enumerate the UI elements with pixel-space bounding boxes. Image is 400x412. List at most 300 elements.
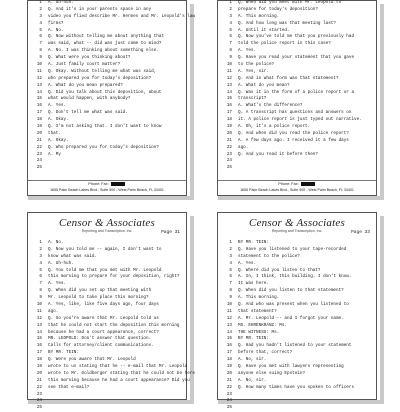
page-frame	[27, 0, 195, 196]
page-number: Page 31	[161, 230, 180, 235]
transcript-line	[218, 165, 376, 172]
transcript-line	[218, 350, 376, 357]
line-text: who prepared you for today's deposition?	[48, 75, 152, 81]
transcript-line	[28, 392, 186, 399]
transcript-line	[28, 152, 186, 159]
company-logo: Censor & Associates	[59, 217, 155, 229]
line-text: wrote to Mr. Goldberger stating that he could not be here	[48, 370, 195, 376]
line-text: THE WITNESS: Ms.	[238, 329, 280, 335]
line-number: 17	[36, 110, 42, 116]
transcript-line	[218, 145, 376, 152]
line-number: 10	[226, 302, 232, 308]
line-number: 5	[229, 27, 232, 33]
transcript-line	[218, 295, 376, 302]
line-text: Q. Where did you listen to that?	[238, 267, 321, 273]
line-number: 3	[39, 253, 42, 259]
page-number: Page 33	[351, 230, 370, 235]
transcript-line	[28, 131, 186, 138]
transcript-line	[28, 254, 186, 261]
line-number: 24	[226, 158, 232, 164]
line-number: 20	[226, 130, 232, 136]
line-text: Q. And when did you read the police report?	[238, 130, 349, 136]
line-number: 23	[226, 391, 232, 397]
line-text: A. No, sir.	[238, 357, 267, 363]
transcript-line	[218, 96, 376, 103]
transcript-line	[28, 370, 195, 378]
transcript-line	[28, 316, 186, 323]
line-number: 10	[36, 62, 42, 68]
line-text: see that e-mail?	[48, 384, 90, 390]
line-text: A. In, I think, this building. I don't know.	[238, 274, 352, 280]
transcript-line	[28, 117, 186, 124]
line-text: to the police?	[238, 62, 275, 68]
line-text: Q. And who was present when you listened to	[238, 302, 349, 308]
line-text: MS. EHRENKRANZ: Ms.	[238, 322, 287, 328]
line-text: Calls for attorney/client communications.	[48, 343, 154, 349]
line-number: 23	[226, 151, 232, 157]
line-number: 13	[36, 82, 42, 88]
transcript-line	[218, 274, 376, 281]
line-text: Q. When did you listen to that statement?	[238, 288, 344, 294]
transcript-lines	[218, 0, 376, 172]
line-number: 10	[226, 62, 232, 68]
transcript-line	[28, 336, 186, 343]
transcript-line	[218, 41, 376, 48]
page-frame	[217, 212, 377, 411]
transcript-line	[218, 131, 376, 138]
transcript-line	[28, 83, 186, 90]
line-text: Q. Now you told me -- again, I don't want to	[48, 246, 162, 252]
transcript-line	[218, 261, 376, 268]
line-number: 22	[36, 144, 42, 150]
transcript-line	[218, 288, 376, 295]
line-number: 19	[226, 124, 232, 130]
transcript-line	[28, 281, 186, 288]
transcript-line	[218, 254, 376, 261]
line-number: 20	[36, 370, 42, 376]
transcript-line	[218, 138, 376, 145]
page-frame	[27, 212, 195, 411]
line-text: prepare for today's deposition?	[238, 6, 318, 12]
transcript-line	[28, 138, 186, 145]
transcript-line	[28, 247, 186, 254]
line-number: 20	[36, 130, 42, 136]
line-text: Q. Now without telling me about anything that	[48, 34, 165, 40]
transcript-line	[218, 14, 376, 21]
transcript-line	[28, 28, 186, 35]
transcript-line	[218, 364, 376, 371]
line-number: 12	[36, 315, 42, 321]
line-text: Mr. Leopold to take place this morning?	[48, 295, 149, 301]
transcript-line	[28, 110, 186, 117]
line-number: 12	[36, 75, 42, 81]
line-number: 4	[39, 20, 42, 26]
line-text: A. My	[48, 151, 61, 157]
transcript-line	[28, 124, 186, 131]
transcript-line	[28, 165, 186, 172]
line-number: 14	[36, 89, 42, 95]
line-text: A. Yes, sir.	[238, 68, 269, 74]
line-number: 9	[229, 55, 232, 61]
line-number: 5	[229, 267, 232, 273]
line-number: 19	[226, 364, 232, 370]
redaction-bar	[301, 182, 315, 186]
line-number: 7	[229, 281, 232, 287]
line-text: Q. Have you met with lawyers representing	[238, 364, 344, 370]
line-number: 21	[226, 377, 232, 383]
line-text: Q. Now you've told me that you previously had	[238, 34, 355, 40]
line-number: 16	[36, 343, 42, 349]
line-number: 12	[226, 75, 232, 81]
line-text: statement to the police?	[238, 253, 300, 259]
transcript-line	[218, 7, 376, 14]
transcript-line	[218, 55, 376, 62]
line-text: that statement?	[238, 308, 277, 314]
line-text: A. No, sir.	[238, 377, 267, 383]
transcript-line	[28, 96, 186, 103]
line-number: 7	[229, 41, 232, 47]
line-number: 21	[226, 137, 232, 143]
transcript-line	[28, 0, 186, 7]
transcript-line	[218, 28, 376, 35]
transcript-line	[28, 377, 190, 385]
line-text: A. A few days ago. I received it a few days	[238, 137, 349, 143]
transcript-line	[28, 76, 186, 83]
page-footer	[218, 180, 376, 195]
line-text: It was here.	[238, 281, 269, 287]
line-number: 24	[36, 158, 42, 164]
transcript-line	[28, 145, 186, 152]
transcript-line	[218, 240, 376, 247]
transcript-line	[218, 302, 376, 309]
line-text: Q. Did you talk about this deposition, about	[48, 89, 162, 95]
line-number: 15	[226, 96, 232, 102]
transcript-line	[218, 110, 376, 117]
transcript-line	[218, 90, 376, 97]
line-number: 7	[39, 41, 42, 47]
line-text: Q. And it's in your parents space in any	[48, 6, 152, 12]
page-header	[218, 213, 376, 238]
page-frame	[217, 0, 377, 196]
line-number: 23	[36, 151, 42, 157]
line-number: 9	[39, 55, 42, 61]
line-text: Q. Were you aware that Mr. Leopold	[48, 357, 136, 363]
line-text: Q. And in what form was that statement?	[238, 75, 339, 81]
transcript-line	[28, 34, 186, 41]
line-number: 23	[36, 391, 42, 397]
line-number: 11	[226, 308, 232, 314]
line-text: BY MR. TEIN:	[48, 350, 79, 356]
footer-contact: Phone: Fax:	[28, 182, 186, 186]
line-number: 19	[36, 124, 42, 130]
transcript-line	[28, 295, 186, 302]
line-text: told the police report in this case?	[238, 41, 331, 47]
line-text: Q. Was it in the form of a police report or a	[238, 89, 355, 95]
line-number: 17	[226, 110, 232, 116]
transcript-line	[28, 323, 186, 330]
transcript-line	[28, 364, 186, 371]
line-text: Q. How many times have you spoken to officers	[238, 384, 355, 390]
transcript-line	[218, 385, 376, 392]
line-text: A. Oh, it's a police report.	[238, 124, 311, 130]
line-number: 14	[36, 329, 42, 335]
transcript-line	[218, 158, 376, 165]
transcript-line	[218, 247, 376, 254]
line-number: 6	[229, 274, 232, 280]
line-text: video you flied describe Mr. Hermes and Mr. Leopold's law	[48, 13, 195, 19]
line-text: wrote to us stating that he -- e-mail that Mr. Leopold	[48, 364, 188, 370]
transcript-line	[218, 21, 376, 28]
line-text: know what was said.	[48, 253, 97, 259]
line-number: 16	[226, 343, 232, 349]
transcript-line	[218, 316, 376, 323]
line-number: 11	[36, 308, 42, 314]
line-number: 25	[226, 405, 232, 411]
transcript-line	[218, 357, 376, 364]
transcript-line	[28, 261, 186, 268]
transcript-line	[28, 405, 186, 412]
redaction-bar	[111, 182, 125, 186]
line-number: 13	[226, 322, 232, 328]
line-number: 3	[229, 253, 232, 259]
line-number: 24	[36, 398, 42, 404]
line-number: 22	[226, 384, 232, 390]
line-number: 8	[229, 48, 232, 54]
transcript-line	[218, 323, 376, 330]
line-number: 21	[36, 137, 42, 143]
line-text: transcript?	[238, 96, 267, 102]
line-number: 22	[226, 144, 232, 150]
line-text: A. Yes, like, like five days ago, four days	[48, 302, 159, 308]
line-text: Q. A transcript has questions and answers on	[238, 110, 352, 116]
transcript-line	[28, 268, 186, 275]
transcript-line	[28, 309, 186, 316]
line-text: A. No. I was thinking about something else.	[48, 48, 159, 54]
line-text: A. Mr. Leopold -- and I forgot your name.	[238, 315, 344, 321]
line-text: it. A police report is just typed out narrative.	[238, 117, 362, 123]
line-number: 22	[36, 384, 42, 390]
line-number: 2	[39, 246, 42, 252]
line-number: 9	[39, 295, 42, 301]
line-text: Q. Don't tell me what was said.	[48, 110, 128, 116]
line-text: A. No.	[48, 27, 64, 33]
transcript-line	[218, 343, 376, 350]
line-text: MR. LEOPOLD: Don't answer that question.	[48, 336, 152, 342]
line-number: 13	[226, 82, 232, 88]
transcript-line	[28, 288, 186, 295]
line-text: A. Yes.	[48, 281, 67, 287]
line-text: ago.	[238, 144, 249, 150]
transcript-line	[28, 240, 186, 247]
line-number: 8	[39, 48, 42, 54]
line-number: 5	[39, 267, 42, 273]
line-text: Q. And how long was that meeting last?	[238, 20, 336, 26]
company-logo: Censor & Associates	[249, 217, 345, 229]
transcript-line	[28, 343, 186, 350]
line-number: 25	[36, 165, 42, 171]
transcript-line	[218, 405, 376, 412]
line-text: Q. Okay. Without telling me what was said,	[48, 68, 157, 74]
transcript-line	[28, 274, 186, 281]
line-text: that he could not start the deposition this morning	[48, 322, 180, 328]
line-text: Q. Have you read your statement that you gave	[238, 55, 355, 61]
footer-address: 1655 Palm Beach Lakes Blvd., Suite 900 - West Palm Beach, FL 33401	[240, 188, 354, 192]
line-text: because he had a court appearance, correct?	[48, 329, 159, 335]
transcript-line	[218, 83, 376, 90]
transcript-line	[28, 158, 186, 165]
transcript-page	[214, 0, 380, 196]
line-text: A. Just family court matter?	[48, 62, 121, 68]
line-text: A. Yes.	[238, 260, 257, 266]
line-number: 5	[39, 27, 42, 33]
line-text: this morning because he had a court appearance? Did you	[48, 377, 190, 383]
line-text: A. Yes.	[48, 103, 67, 109]
line-text: Q. Who prepared you for today's deposition?	[48, 144, 159, 150]
line-text: A. Uh-huh.	[48, 0, 74, 5]
line-number: 10	[36, 302, 42, 308]
line-number: 9	[229, 295, 232, 301]
line-number: 3	[229, 13, 232, 19]
transcript-line	[218, 309, 376, 316]
line-text: Q. You told me that you met with Mr. Leopold	[48, 267, 162, 273]
transcript-line	[28, 13, 195, 21]
company-tagline: Reporting and Transcription, Inc.	[81, 229, 133, 233]
transcript-line	[218, 152, 376, 159]
line-number: 14	[226, 329, 232, 335]
line-text: A. Okay.	[48, 117, 69, 123]
line-text: BY MR. TEIN:	[238, 240, 269, 245]
transcript-line	[28, 385, 186, 392]
transcript-line	[218, 0, 376, 7]
line-number: 1	[229, 0, 232, 5]
transcript-line	[218, 48, 376, 55]
transcript-line	[28, 398, 186, 405]
line-text: what would happen, with anybody?	[48, 96, 131, 102]
line-text: A. This morning.	[238, 295, 280, 301]
transcript-line	[28, 103, 186, 110]
line-text: A. What's the difference?	[238, 103, 303, 109]
line-number: 11	[226, 68, 232, 74]
line-number: 4	[39, 260, 42, 266]
line-text: A. What do you mean?	[238, 82, 290, 88]
footer-address: 1655 Palm Beach Lakes Blvd., Suite 900 - West Palm Beach, FL 33401	[50, 188, 164, 192]
page-header	[28, 213, 186, 238]
line-text: ago.	[48, 308, 59, 314]
line-number: 2	[229, 6, 232, 12]
line-number: 24	[226, 398, 232, 404]
line-text: A. No.	[48, 240, 64, 245]
line-number: 18	[36, 357, 42, 363]
transcript-line	[28, 302, 186, 309]
line-number: 15	[36, 336, 42, 342]
line-number: 13	[36, 322, 42, 328]
page-footer	[28, 180, 186, 195]
line-text: Q. So you're aware that Mr. Leopold told us	[48, 315, 159, 321]
line-number: 7	[39, 281, 42, 287]
line-number: 2	[229, 246, 232, 252]
line-number: 4	[229, 260, 232, 266]
line-number: 17	[226, 350, 232, 356]
transcript-line	[28, 21, 186, 28]
line-number: 25	[36, 405, 42, 411]
line-text: Q. I'm not asking that. I don't want to know	[48, 124, 162, 130]
transcript-line	[28, 7, 186, 14]
transcript-line	[218, 371, 376, 378]
line-number: 8	[39, 288, 42, 294]
transcript-line	[218, 34, 376, 41]
line-number: 8	[229, 288, 232, 294]
transcript-lines	[28, 240, 195, 412]
footer-contact: Phone: Fax:	[218, 182, 376, 186]
line-text: A. This morning.	[238, 13, 280, 19]
transcript-line	[28, 330, 186, 337]
line-number: 11	[36, 68, 42, 74]
line-text: anyone else suing Epstein?	[238, 370, 306, 376]
line-text: firms?	[48, 20, 64, 26]
transcript-line	[218, 378, 376, 385]
line-text: that.	[48, 130, 61, 136]
transcript-line	[28, 48, 186, 55]
transcript-line	[218, 124, 376, 131]
transcript-line	[218, 103, 376, 110]
line-number: 12	[226, 315, 232, 321]
transcript-line	[218, 117, 376, 124]
line-number: 2	[39, 6, 42, 12]
line-text: before that, correct?	[238, 350, 293, 356]
line-number: 20	[226, 370, 232, 376]
transcript-line	[218, 398, 376, 405]
transcript-line	[28, 55, 186, 62]
line-number: 21	[36, 377, 42, 383]
line-text: Q. When did you meet with Mr. Leopold to	[238, 0, 342, 5]
line-text: A. Yes.	[238, 48, 257, 54]
transcript-line	[28, 90, 186, 97]
line-number: 6	[39, 34, 42, 40]
transcript-page	[24, 0, 195, 196]
transcript-lines	[218, 240, 376, 412]
line-text: this morning to prepare for your deposition, right?	[48, 274, 180, 280]
line-text: was said, what -- did was just came to mind?	[48, 41, 162, 47]
line-text: Q. Had you hadn't listened to your statement	[238, 343, 352, 349]
line-text: Q. And you read it before then?	[238, 151, 318, 157]
transcript-line	[28, 41, 186, 48]
transcript-line	[28, 69, 186, 76]
line-number: 18	[226, 117, 232, 123]
transcript-line	[218, 281, 376, 288]
transcript-line	[28, 357, 186, 364]
transcript-line	[218, 392, 376, 399]
line-number: 25	[226, 165, 232, 171]
transcript-line	[218, 62, 376, 69]
line-number: 4	[229, 20, 232, 26]
line-number: 16	[226, 103, 232, 109]
line-number: 18	[36, 117, 42, 123]
line-text: Q. Have you listened to your tape-recorded	[238, 246, 347, 252]
line-text: Q. What were you thinking about?	[48, 55, 131, 61]
transcript-line	[28, 62, 186, 69]
line-number: 6	[229, 34, 232, 40]
transcript-lines	[28, 0, 195, 172]
transcript-line	[218, 330, 376, 337]
transcript-line	[28, 350, 186, 357]
company-tagline: Reporting and Transcription, Inc.	[271, 229, 323, 233]
line-number: 19	[36, 364, 42, 370]
transcript-page	[214, 212, 380, 411]
transcript-line	[218, 69, 376, 76]
line-text: A. Uh-huh.	[48, 260, 74, 266]
line-number: 17	[36, 350, 42, 356]
transcript-line	[218, 336, 376, 343]
